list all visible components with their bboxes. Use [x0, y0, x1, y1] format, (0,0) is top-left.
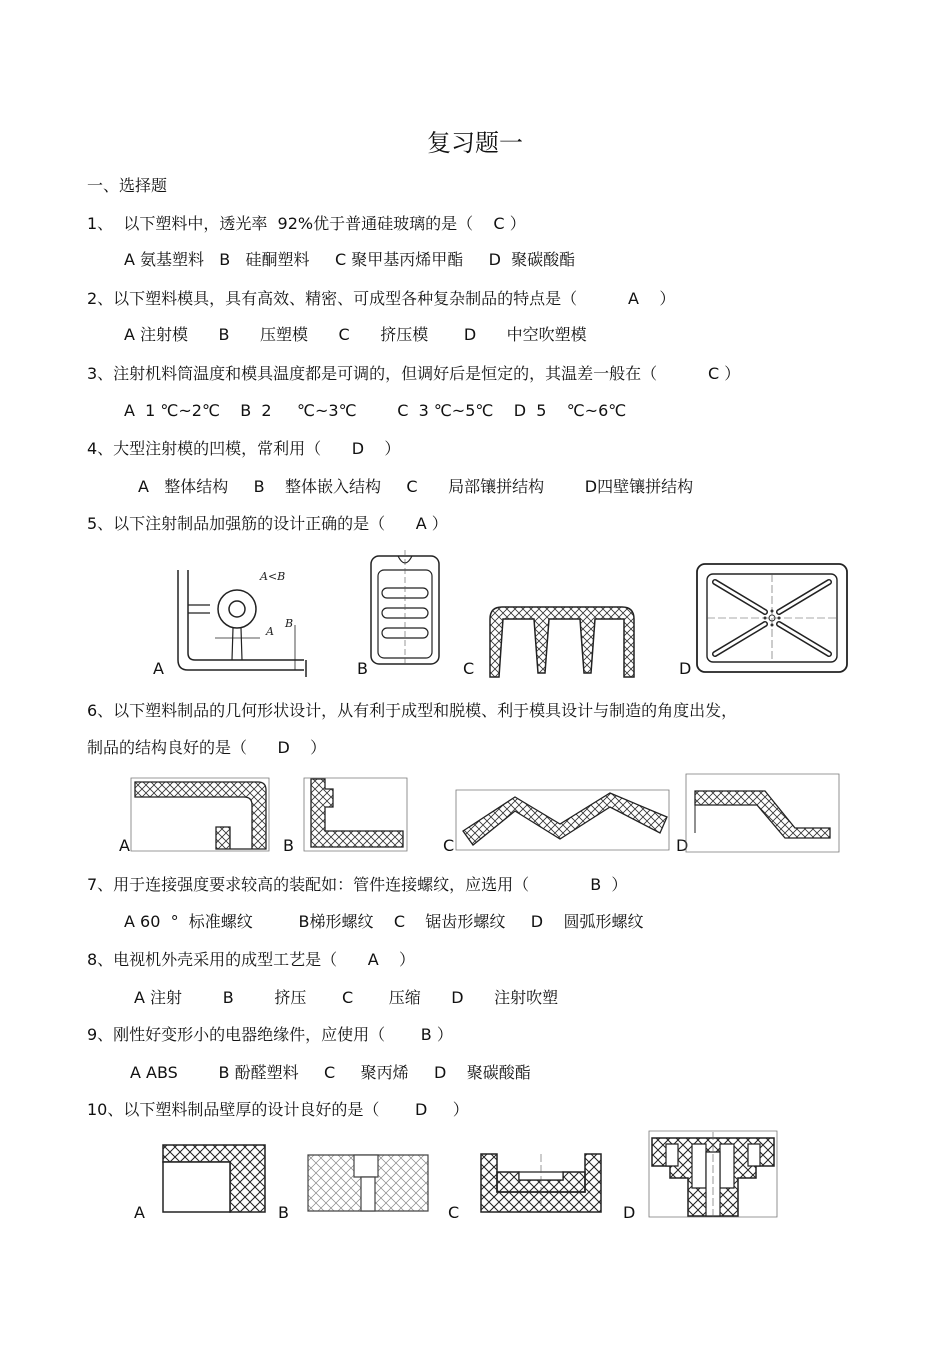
question-10: 10、以下塑料制品壁厚的设计良好的是（ D ）: [87, 1100, 469, 1119]
q6-figure-d: [685, 773, 840, 853]
q5-figure-d: [695, 562, 849, 675]
question-1-options: A 氨基塑料 B 硅酮塑料 C 聚甲基丙烯甲酯 D 聚碳酸酯: [124, 250, 576, 269]
question-9: 9、刚性好变形小的电器绝缘件，应使用（ B ）: [87, 1025, 453, 1044]
question-3: 3、注射机料筒温度和模具温度都是可调的，但调好后是恒定的，其温差一般在（ C ）: [87, 364, 741, 383]
q6-figure-c: [455, 789, 670, 851]
q6-fig-label-c: C: [443, 836, 455, 855]
question-8-options: A 注射 B 挤压 C 压缩 D 注射吹塑: [134, 988, 559, 1007]
q10-figure-d: [648, 1130, 778, 1218]
question-9-options: A ABS B 酚醛塑料 C 聚丙烯 D 聚碳酸酯: [130, 1063, 531, 1082]
q10-figure-a: [160, 1142, 268, 1214]
q6-fig-label-d: D: [676, 836, 689, 855]
question-4: 4、大型注射模的凹模，常利用（ D ）: [87, 439, 401, 458]
question-6-line-2: 制品的结构良好的是（ D ）: [87, 738, 327, 757]
q6-fig-label-b: B: [283, 836, 294, 855]
question-5: 5、以下注射制品加强筋的设计正确的是（ A ）: [87, 514, 448, 533]
q6-figure-b: [303, 777, 408, 852]
question-8: 8、电视机外壳采用的成型工艺是（ A ）: [87, 950, 415, 969]
q5-a-label-a-lt-b: A<B: [260, 570, 286, 583]
q5-fig-label-d: D: [679, 659, 692, 678]
q5-fig-label-a: A: [153, 659, 164, 678]
question-1: 1、 以下塑料中，透光率 92%优于普通硅玻璃的是（ C ）: [87, 214, 526, 233]
q5-figure-b: [368, 548, 443, 666]
q6-figure-a: [130, 777, 270, 852]
q5-a-label-b: B: [285, 617, 294, 630]
question-7-options: A 60 ° 标准螺纹 B梯形螺纹 C 锯齿形螺纹 D 圆弧形螺纹: [124, 912, 644, 931]
question-4-options: A 整体结构 B 整体嵌入结构 C 局部镶拼结构 D四壁镶拼结构: [138, 477, 694, 496]
q6-fig-label-a: A: [119, 836, 130, 855]
q10-fig-label-d: D: [623, 1203, 636, 1222]
question-6-line-1: 6、以下塑料制品的几何形状设计，从有利于成型和脱模、利于模具设计与制造的角度出发，: [87, 701, 738, 720]
q10-fig-label-c: C: [448, 1203, 460, 1222]
q10-figure-b: [306, 1153, 430, 1213]
question-3-options: A 1 ℃~2℃ B 2 ℃~3℃ C 3 ℃~5℃ D 5 ℃~6℃: [124, 401, 627, 420]
q5-figure-c: [487, 605, 637, 679]
question-2-options: A 注射模 B 压塑模 C 挤压模 D 中空吹塑模: [124, 325, 587, 344]
question-7: 7、用于连接强度要求较高的装配如：管件连接螺纹，应选用（ B ）: [87, 875, 628, 894]
page-title: 复习题一: [427, 129, 523, 157]
q10-fig-label-b: B: [278, 1203, 289, 1222]
q10-fig-label-a: A: [134, 1203, 145, 1222]
q10-figure-c: [479, 1152, 603, 1214]
section-heading: 一、选择题: [87, 176, 168, 195]
q5-fig-label-b: B: [357, 659, 368, 678]
question-2: 2、以下塑料模具，具有高效、精密、可成型各种复杂制品的特点是（ A ）: [87, 289, 676, 308]
q5-a-label-a: A: [266, 625, 274, 638]
q5-fig-label-c: C: [463, 659, 475, 678]
q5-figure-a: [170, 565, 310, 680]
